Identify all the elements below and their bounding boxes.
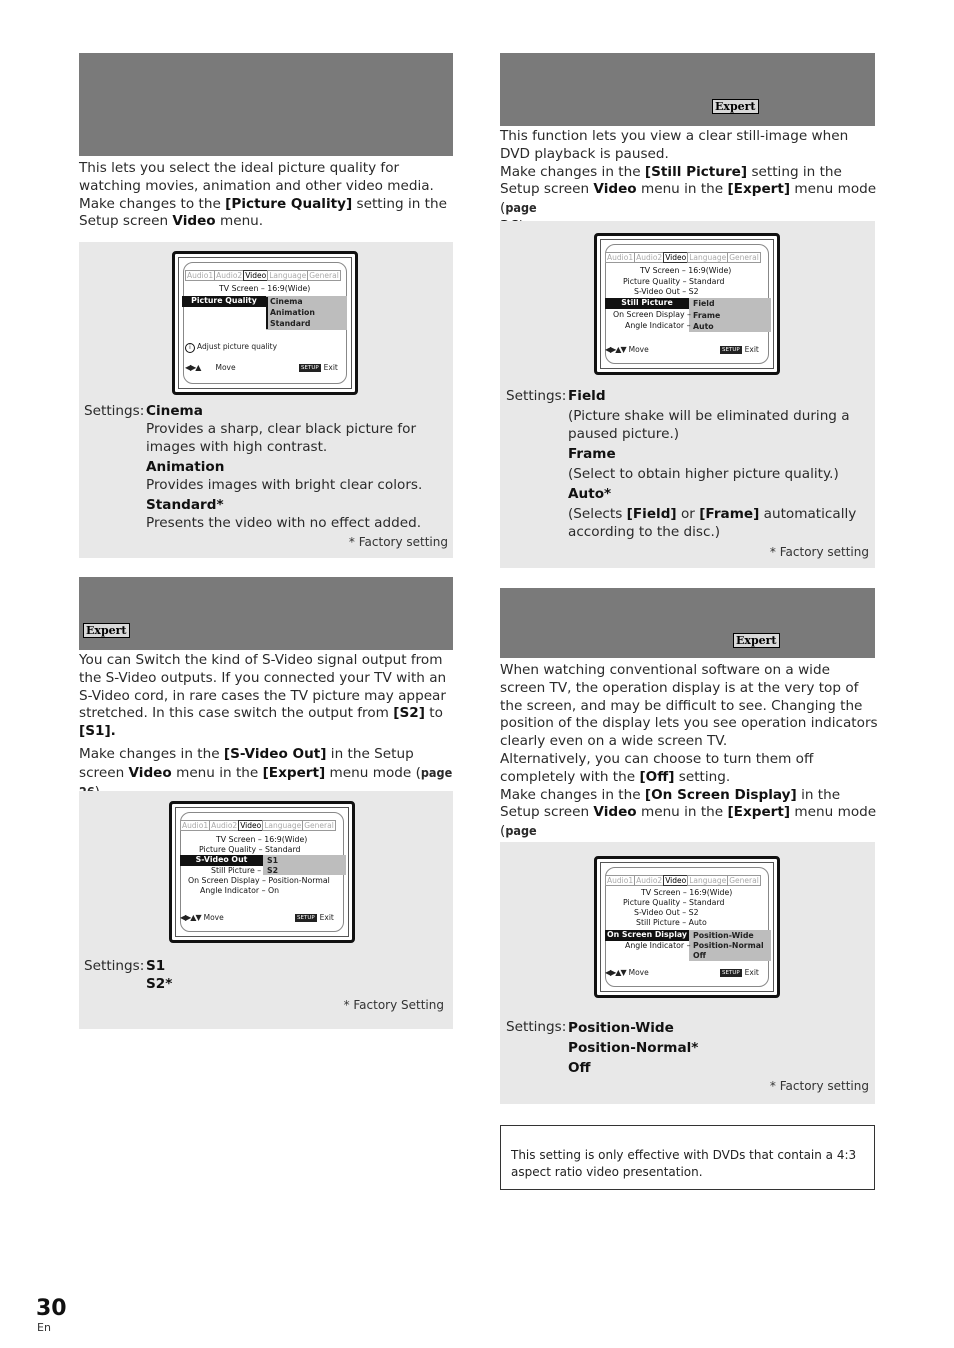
text: setting. bbox=[674, 768, 731, 785]
setup-key-icon: SETUP bbox=[301, 365, 319, 371]
text: to bbox=[424, 705, 443, 722]
page-number: 30 bbox=[36, 1296, 67, 1321]
menu-item-picture-quality[interactable]: Picture Quality – Standard bbox=[199, 845, 301, 854]
option-field[interactable]: Field bbox=[693, 299, 715, 308]
tab-audio2[interactable]: Audio2 bbox=[636, 253, 663, 262]
menu-item-picture-quality[interactable]: Picture Quality bbox=[182, 296, 266, 307]
menu-tabs bbox=[185, 270, 340, 281]
menu-tabs bbox=[605, 252, 760, 263]
option-cinema[interactable]: Cinema bbox=[270, 297, 303, 306]
setup-key-icon: SETUP bbox=[722, 970, 740, 976]
tab-general[interactable]: General bbox=[729, 876, 759, 885]
menu-item-on-screen-display[interactable]: On Screen Display bbox=[605, 930, 689, 941]
settings-label: Settings: bbox=[506, 1019, 567, 1035]
mode-name: [Expert] bbox=[727, 181, 791, 198]
menu-item-picture-quality[interactable]: Picture Quality – Standard bbox=[623, 277, 725, 286]
exit-label: Exit bbox=[319, 913, 334, 922]
menu-item-tv-screen[interactable]: TV Screen – 16:9(Wide) bbox=[216, 835, 308, 844]
text: menu mode ( bbox=[325, 764, 421, 781]
menu-item-still-picture[interactable]: Still Picture bbox=[605, 298, 689, 309]
tab-audio2[interactable]: Audio2 bbox=[216, 271, 243, 280]
page-language: En bbox=[37, 1321, 51, 1334]
exit-label: Exit bbox=[744, 968, 759, 977]
tab-language[interactable]: Language bbox=[264, 821, 302, 830]
option-position-normal[interactable]: Position-Normal bbox=[693, 941, 764, 950]
option-s2[interactable]: S2 bbox=[267, 866, 279, 875]
s-video-out-header bbox=[79, 577, 453, 650]
tab-language[interactable]: Language bbox=[689, 876, 727, 885]
text: When watching conventional software on a wide screen TV, the operation display is at the very top of the screen, and may be difficult to see. Changing the position of the display lets you see operation indicators clearly even on a wide screen TV. bbox=[500, 662, 878, 750]
menu-item-s-video-out[interactable]: S-Video Out bbox=[180, 855, 263, 866]
option-standard[interactable]: Standard bbox=[270, 319, 311, 328]
tab-video[interactable]: Video bbox=[240, 821, 262, 830]
factory-setting-note: * Factory Setting bbox=[343, 998, 444, 1012]
setting-value: [Frame] bbox=[699, 506, 760, 522]
tab-language[interactable]: Language bbox=[269, 271, 307, 280]
text: Alternatively, you can choose to turn them off completely with the bbox=[500, 750, 814, 785]
setting-value: [Field] bbox=[626, 506, 677, 522]
text: menu mode ( bbox=[500, 181, 877, 217]
settings-label: Settings: bbox=[84, 403, 145, 419]
footer-row bbox=[605, 968, 649, 977]
expert-badge: Expert bbox=[712, 99, 759, 114]
footer-row bbox=[185, 363, 236, 372]
menu-item-tv-screen[interactable]: TV Screen – 16:9(Wide) bbox=[219, 284, 311, 293]
arrow-keys-icon: ◀▶▲▼ bbox=[605, 345, 626, 354]
tab-general[interactable]: General bbox=[304, 821, 334, 830]
text: setting in the Setup screen bbox=[500, 163, 842, 198]
setting-name: [Still Picture] bbox=[644, 163, 748, 180]
text: menu. bbox=[215, 213, 264, 230]
exit-row bbox=[299, 363, 338, 372]
menu-item-angle-indicator[interactable]: Angle Indicator – bbox=[625, 941, 691, 950]
page-ref: page bbox=[505, 823, 537, 839]
exit-row bbox=[295, 913, 334, 922]
tab-general[interactable]: General bbox=[309, 271, 339, 280]
setting-cinema: Cinema bbox=[146, 403, 203, 419]
menu-item-still-picture[interactable]: Still Picture – Auto bbox=[636, 918, 707, 927]
setting-frame-desc: (Select to obtain higher picture quality.) bbox=[568, 466, 839, 482]
picture-quality-intro bbox=[79, 160, 457, 231]
menu-tabs bbox=[180, 820, 335, 831]
option-position-wide[interactable]: Position-Wide bbox=[693, 931, 754, 940]
setting-animation-desc: Provides images with bright clear colors. bbox=[146, 477, 423, 493]
menu-item-angle-indicator[interactable]: Angle Indicator – On bbox=[200, 886, 280, 895]
text: Make changes in the bbox=[79, 745, 224, 762]
text: This function lets you view a clear still-image when DVD playback is paused. bbox=[500, 128, 849, 162]
menu-item-tv-screen[interactable]: TV Screen – 16:9(Wide) bbox=[641, 888, 733, 897]
on-screen-display-intro bbox=[500, 662, 878, 859]
exit-label: Exit bbox=[323, 363, 338, 372]
setting-off: Off bbox=[568, 1060, 591, 1076]
tab-video[interactable]: Video bbox=[245, 271, 267, 280]
option-s1[interactable]: S1 bbox=[267, 856, 279, 865]
tab-video[interactable]: Video bbox=[665, 876, 687, 885]
exit-row bbox=[720, 968, 759, 977]
setting-name: [Picture Quality] bbox=[225, 195, 353, 212]
expert-badge: Expert bbox=[733, 633, 780, 648]
tv-screen-s-video bbox=[169, 801, 355, 943]
setup-key-icon: SETUP bbox=[722, 347, 740, 353]
tv-screen-still-picture bbox=[594, 233, 780, 375]
setting-position-normal: Position-Normal* bbox=[568, 1040, 699, 1056]
info-icon: i bbox=[185, 343, 195, 353]
text: You can Switch the kind of S-Video signal output from the S-Video outputs. If you connected your TV with an S-Video cord, in rare cases the TV picture may appear stretched. In this case switch the output from bbox=[79, 652, 447, 722]
note-box bbox=[500, 1125, 875, 1190]
menu-item-tv-screen[interactable]: TV Screen – 16:9(Wide) bbox=[640, 266, 732, 275]
menu-name: Video bbox=[593, 804, 637, 821]
option-off[interactable]: Off bbox=[693, 951, 706, 960]
setting-standard-desc: Presents the video with no effect added. bbox=[146, 515, 422, 531]
menu-item-s-video-out[interactable]: S-Video Out – S2 bbox=[634, 908, 699, 917]
text: in the Setup screen bbox=[500, 786, 841, 821]
setting-field-desc: (Picture shake will be eliminated during a paused picture.) bbox=[568, 408, 850, 442]
factory-setting-note: * Factory setting bbox=[348, 535, 448, 549]
setting-s1: S1 bbox=[146, 958, 166, 974]
footer-row bbox=[605, 345, 649, 354]
tab-audio2[interactable]: Audio2 bbox=[636, 876, 663, 885]
tv-screen-on-screen-display bbox=[594, 856, 780, 998]
text: in the Setup screen bbox=[79, 745, 414, 781]
page-ref: page bbox=[420, 764, 453, 780]
setting-value: [S1]. bbox=[79, 723, 116, 740]
settings-label: Settings: bbox=[84, 958, 145, 974]
tab-general[interactable]: General bbox=[729, 253, 759, 262]
move-label: Move bbox=[628, 345, 649, 354]
text: menu in the bbox=[636, 804, 728, 821]
tv-screen-picture-quality bbox=[172, 251, 358, 395]
tab-audio1[interactable]: Audio1 bbox=[607, 876, 634, 885]
exit-row bbox=[720, 345, 759, 354]
setting-value: [S2] bbox=[393, 705, 425, 722]
setting-standard: Standard* bbox=[146, 497, 224, 513]
still-picture-settings bbox=[506, 387, 866, 540]
factory-setting-note: * Factory setting bbox=[769, 545, 869, 559]
tab-language[interactable]: Language bbox=[689, 253, 727, 262]
setting-animation: Animation bbox=[146, 459, 225, 475]
menu-tabs bbox=[605, 875, 760, 886]
option-marker bbox=[266, 297, 268, 329]
tab-video[interactable]: Video bbox=[665, 253, 687, 262]
menu-name: Video bbox=[128, 764, 172, 781]
settings-label: Settings: bbox=[506, 388, 567, 404]
text: Make changes in the bbox=[500, 163, 645, 180]
setting-position-wide: Position-Wide bbox=[568, 1020, 674, 1036]
text: menu in the bbox=[171, 764, 263, 781]
setting-s2: S2* bbox=[146, 976, 173, 992]
setting-name: [On Screen Display] bbox=[644, 786, 797, 803]
mode-name: [Expert] bbox=[727, 804, 791, 821]
text: Make changes to the bbox=[79, 195, 226, 212]
intro-text: This lets you select the ideal picture quality for watching movies, animation and other video media. bbox=[79, 160, 434, 194]
arrow-keys-icon: ◀▶▲▼ bbox=[180, 913, 201, 922]
move-label: Move bbox=[628, 968, 649, 977]
arrow-keys-icon: ◀▶▲▼ bbox=[605, 968, 626, 977]
picture-quality-header bbox=[79, 53, 453, 156]
menu-item-s-video-out[interactable]: S-Video Out – S2 bbox=[634, 287, 699, 296]
setting-cinema-desc: Provides a sharp, clear black picture for images with high contrast. bbox=[146, 421, 417, 455]
text: Make changes in the bbox=[500, 786, 645, 803]
still-picture-header bbox=[500, 53, 875, 126]
menu-item-on-screen-display[interactable]: On Screen Display – bbox=[613, 310, 691, 319]
setting-frame: Frame bbox=[568, 446, 616, 462]
text: (Selects bbox=[568, 506, 627, 522]
on-screen-display-settings bbox=[506, 1018, 866, 1076]
setting-value: [Off] bbox=[639, 768, 675, 785]
tab-audio1[interactable]: Audio1 bbox=[607, 253, 634, 262]
menu-item-angle-indicator[interactable]: Angle Indicator – bbox=[625, 321, 691, 330]
option-animation[interactable]: Animation bbox=[270, 308, 315, 317]
arrow-keys-icon: ◀▶▲ bbox=[185, 363, 201, 372]
picture-quality-settings bbox=[84, 402, 444, 531]
footer-row bbox=[180, 913, 224, 922]
s-video-settings bbox=[84, 957, 444, 992]
setting-auto: Auto* bbox=[568, 486, 612, 502]
expert-badge: Expert bbox=[83, 623, 130, 638]
menu-name: Video bbox=[593, 181, 637, 198]
text: menu in the bbox=[636, 181, 728, 198]
hint-row bbox=[185, 342, 277, 353]
menu-item-on-screen-display[interactable]: On Screen Display – Position-Normal bbox=[188, 876, 330, 885]
exit-label: Exit bbox=[744, 345, 759, 354]
text: or bbox=[676, 506, 700, 522]
text: automatically according to the disc.) bbox=[568, 506, 857, 540]
option-frame[interactable]: Frame bbox=[693, 311, 721, 320]
note-text: This setting is only effective with DVDs that contain a 4:3 aspect ratio video presentation. bbox=[511, 1148, 857, 1179]
on-screen-display-header bbox=[500, 588, 875, 658]
tab-audio1[interactable]: Audio1 bbox=[182, 821, 209, 830]
still-picture-intro bbox=[500, 128, 878, 236]
tab-audio1[interactable]: Audio1 bbox=[187, 271, 214, 280]
page-ref: page bbox=[505, 200, 537, 216]
mode-name: [Expert] bbox=[262, 764, 326, 781]
factory-setting-note: * Factory setting bbox=[769, 1079, 869, 1093]
menu-name: Video bbox=[172, 213, 216, 230]
tab-audio2[interactable]: Audio2 bbox=[211, 821, 238, 830]
setup-key-icon: SETUP bbox=[297, 915, 315, 921]
text: menu mode ( bbox=[500, 804, 877, 840]
option-auto[interactable]: Auto bbox=[693, 322, 714, 331]
hint-text: Adjust picture quality bbox=[197, 342, 278, 351]
setting-name: [S-Video Out] bbox=[223, 745, 327, 762]
setting-field: Field bbox=[568, 388, 606, 404]
menu-item-picture-quality[interactable]: Picture Quality – Standard bbox=[623, 898, 725, 907]
menu-item-still-picture[interactable]: Still Picture – bbox=[211, 866, 262, 875]
move-label: Move bbox=[203, 913, 224, 922]
text: setting in the Setup screen bbox=[79, 195, 447, 230]
s-video-intro bbox=[79, 652, 457, 801]
move-label: Move bbox=[215, 363, 236, 372]
